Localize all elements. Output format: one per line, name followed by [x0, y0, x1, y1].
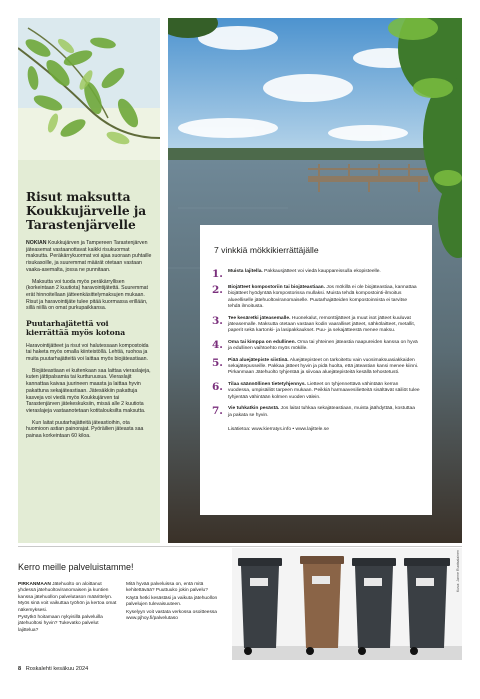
divider	[18, 546, 462, 547]
article-paragraph: NOKIAN Koukkujärven ja Tampereen Tarastenjärven jäteasemat vastaanottavat kaikki risukuormat maksutta. Peräkärrykuormat voi ajaa suoraan puhtaille risukasoille, ja suuremmat määrät otetaan vastaan vaaka-asemalta, jossa ne punnitaan.	[26, 240, 152, 273]
article-paragraph: Haravointijätteet ja risut voi halutessaan kompostoida tai haketa myös omalla kiinteistöllä. Lehtiä, ruohoa ja muita puutarhajätteitä voi laittaa myös biojäteastiaan.	[26, 342, 149, 363]
tip-item: 5. Piää aluejätepiste siistinä. Aluejätepisteet on tarkoitettu vain vuosimaksuasiakkaiden sekajätepusseille. Pakkaa jätteet hyvin ja pidä huolta, että jäteastian kansi menee kiinni. Pirkanmaan Jätehuolto tyhjentää ja siivoaa aluejätepisteitä kesällä tehostetusti.	[212, 356, 419, 376]
feedback-paragraph: Mitä hyvää palveluissa on, entä mitä kehitettävää? Puuttuuko jokin palvelu?	[126, 582, 208, 594]
feedback-paragraph: Käytä hetki kesästäsi ja vaikuta jätehuollon palvelujen tulevaisuuteen.	[126, 595, 218, 608]
tip-item: 1. Muista lajitella. Pakkausjätteet voi viedä kauppareissulla ekopisteelle.	[212, 268, 381, 280]
tips-box	[200, 225, 432, 515]
left-article	[18, 160, 160, 543]
photo-credit: Kuva: Janne Ruotsalainen	[456, 550, 460, 592]
tips-title: 7 vinkkiä mökkikierrättäjälle	[214, 245, 319, 255]
leaf-photo	[18, 18, 160, 160]
tip-item: 2. Biojätteet kompostoriin tai biojäteastiaan. Jos mökillä ei ole biojäteastiaa, kannattaa biojätteet hyödyntää kompostorissa mullaksi. Muista tehdä kompostointi-ilmoitus alueelliselle jätehuoltoviranomaiselle. Puutarhajätteiden kompostoinnista ei tarvitse tehdä ilmoitusta.	[212, 284, 417, 310]
article-paragraph: Kun laitat puutarhajätteitä jäteastioihin, ota huomioon astian painorajat. Pyöräilien jäteasta saa painaa korkeintaan 60 kiloa.	[26, 419, 144, 440]
article-paragraph: Maksutta voi tuoda myös peräkärryllisen (korkeintaan 2 kuutiota) haravointijätettä. Suuremmat erät hinnoitellaan jätteenkäsittelymaksujen mukaan. Risut ja haravointijäte tulee pitää kuormassa erillään, sillä niillä on omat purkupaikkansa.	[26, 278, 148, 312]
article-title: Risut maksutta Koukkujärvelle ja Tarastenjärvelle	[26, 190, 147, 232]
feedback-paragraph: Kyselyyn voit vastata verkossa osoitteessa www.pjhoy.fi/palvelutaso	[126, 609, 217, 622]
article-subtitle: Puutarhajätettä voi kierrättää myös kotona	[26, 319, 126, 337]
feedback-paragraph: PIRKANMAAN Jätehuolto on aloittanut yhdessä jätehuoltoviranomaisen ja kuntien kanssa jätehuollon palvelutason määrittelyn. Myös sinä voit vaikuttaa työhön ja kertoa omat näkemyksesi.	[18, 582, 117, 613]
article-paragraph: Biojäteastiaan ei kuitenkaan saa laittaa vieraslajeja, kuten jättipalsamia tai kurtturuusua. Vieraslajit kannattaa kaivaa juurineen maasta ja laittaa hyvin pakattuna sekajäteastiaan. Jätesäkkiin pakattuja kasveja voi viedä myös Koukkujärven tai Tarastenjärven jätekeskuksiin, missä alle 2 kuutiota vieraslajeja vastaanotetaan kotitalouksilta maksutta.	[26, 367, 151, 414]
bins-photo	[232, 548, 462, 660]
feedback-title: Kerro meille palveluistamme!	[18, 562, 134, 572]
tip-item: 7. Vie tuhkatkin pesästä. Jos laitat tuhkaa sekajäteastiaan, muista jäähdyttää, kostuttaa ja pakata se hyvin.	[212, 405, 415, 418]
tip-item: 4. Oma tai kimppa on edullinen. Oma tai yhteinen jäteastia naapureiden kanssa on hyvä ja edullinen vaihtoehto myös mökille.	[212, 338, 418, 352]
feedback-column	[126, 582, 228, 635]
tip-item: 6. Tilaa säännöllinen tietetyhjennys. Lietteet on tyhjennettävä vähintään kerran vuodessa, umpisäiliöt tarpeen mukaan. Peikkiä harmaavesilietteitä sisältävät säiliöt tulee tyhjentää vähintään kolmen vuoden välein.	[212, 380, 420, 400]
page-number: 8	[18, 666, 22, 672]
feedback-paragraph: Pystytkö hoitamaan nykyisillä palveluilla jätehuoltosi hyvin? Tukevatko palvelut lajittelua?	[18, 615, 103, 633]
feedback-article	[18, 562, 228, 658]
tips-links[interactable]: Lisätietoa: www.kierratys.info • www.lajittele.se	[228, 426, 329, 432]
tip-item: 3. Tee kesäretki jäteasemalle. Huonekalut, remonttijätteet ja muut isot jätteet kuuluvat jäteasemalle. Maksutta otetaan vastaan kodin vaaralliset jätteet, sähkölaitteet, metallit, paperit sekä kartonki- ja lasipakkaukset. Puu- ja sekajätteestä menee maksu.	[212, 314, 416, 334]
page-footer	[18, 666, 88, 672]
feedback-column	[18, 582, 120, 635]
publication-title: Roskalehti kesäkuu 2024	[25, 666, 89, 672]
